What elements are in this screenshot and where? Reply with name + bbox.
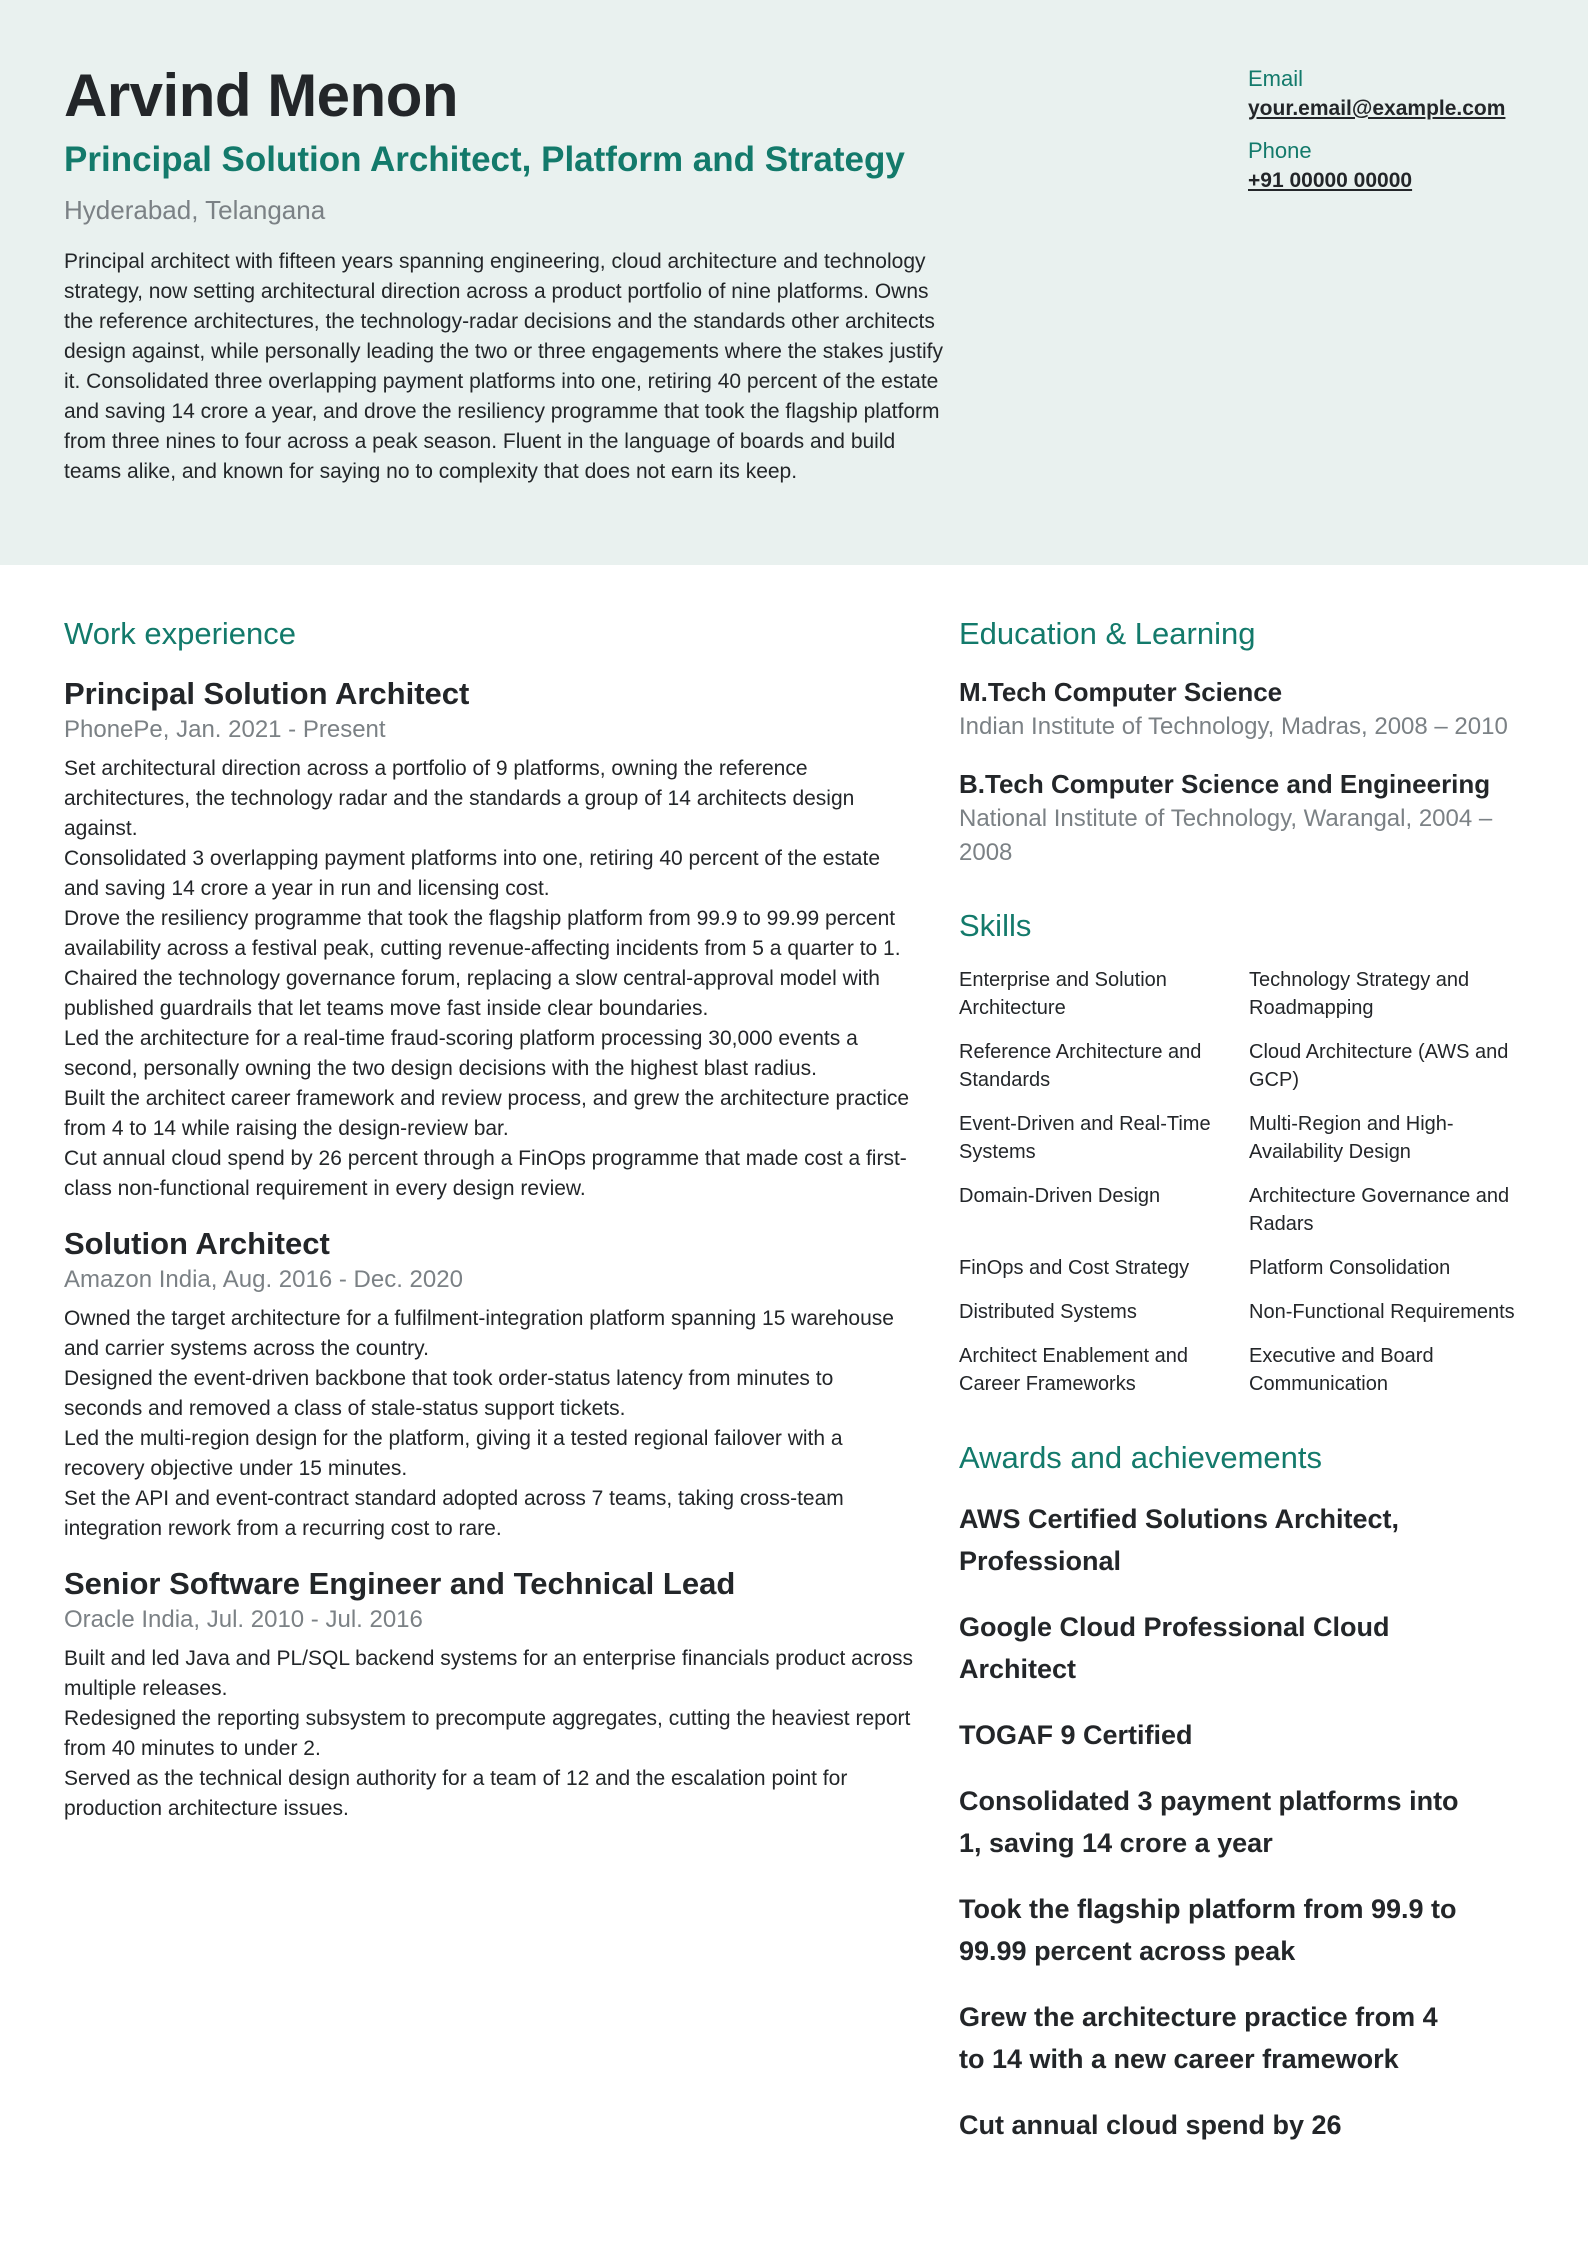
awards-heading: Awards and achievements bbox=[959, 1440, 1323, 1475]
job-entry bbox=[64, 1224, 914, 1544]
award-item: Took the flagship platform from 99.9 to 99.99 percent across peak bbox=[959, 1894, 1457, 1966]
phone-link[interactable]: +91 00000 00000 bbox=[1248, 169, 1413, 192]
education-school: Indian Institute of Technology, Madras, 2008 – 2010 bbox=[959, 713, 1508, 740]
skill-item: Non-Functional Requirements bbox=[1249, 1301, 1515, 1323]
award-item: Grew the architecture practice from 4 to 14 with a new career framework bbox=[959, 2002, 1438, 2074]
header-band bbox=[0, 0, 1588, 565]
award-item: Google Cloud Professional Cloud Architect bbox=[959, 1612, 1390, 1684]
skill-item: Platform Consolidation bbox=[1249, 1257, 1451, 1279]
skill-item: Architect Enablement and Career Frameworks bbox=[959, 1345, 1189, 1395]
candidate-role: Principal Solution Architect, Platform and Strategy bbox=[64, 140, 905, 179]
job-bullet: Served as the technical design authority for a team of 12 and the escalation point for production architecture issues. bbox=[64, 1767, 848, 1820]
job-entry bbox=[64, 674, 914, 1204]
work-experience-heading: Work experience bbox=[64, 616, 297, 651]
skill-item: FinOps and Cost Strategy bbox=[959, 1257, 1190, 1279]
education-heading: Education & Learning bbox=[959, 616, 1256, 651]
job-bullet: Chaired the technology governance forum, replacing a slow central-approval model with published guardrails that let teams move fast inside clear boundaries. bbox=[64, 967, 880, 1020]
skill-item: Distributed Systems bbox=[959, 1301, 1137, 1323]
job-bullet: Set the API and event-contract standard adopted across 7 teams, taking cross-team integration rework from a recurring cost to rare. bbox=[64, 1487, 844, 1540]
job-bullet: Drove the resiliency programme that took the flagship platform from 99.9 to 99.99 percent availability across a festival peak, cutting revenue-affecting incidents from 5 a quarter to 1. bbox=[64, 907, 901, 960]
job-meta: Oracle India, Jul. 2010 - Jul. 2016 bbox=[64, 1606, 423, 1633]
phone-block bbox=[1248, 136, 1568, 196]
skills-heading: Skills bbox=[959, 908, 1032, 943]
skill-item: Reference Architecture and Standards bbox=[959, 1041, 1202, 1091]
job-bullet: Built and led Java and PL/SQL backend systems for an enterprise financials product across multiple releases. bbox=[64, 1647, 914, 1700]
skill-item: Executive and Board Communication bbox=[1249, 1345, 1434, 1395]
skill-item: Event-Driven and Real-Time Systems bbox=[959, 1113, 1211, 1163]
candidate-name: Arvind Menon bbox=[64, 62, 458, 129]
email-label: Email bbox=[1248, 66, 1304, 91]
skill-item: Multi-Region and High-Availability Design bbox=[1249, 1113, 1454, 1163]
skill-item: Enterprise and Solution Architecture bbox=[959, 969, 1167, 1019]
job-bullet: Led the architecture for a real-time fraud-scoring platform processing 30,000 events a second, personally owning the two design decisions with the highest blast radius. bbox=[64, 1027, 858, 1080]
job-bullet: Led the multi-region design for the platform, giving it a tested regional failover with a recovery objective under 15 minutes. bbox=[64, 1427, 843, 1480]
email-link[interactable]: your.email@example.com bbox=[1248, 97, 1506, 120]
skill-item: Cloud Architecture (AWS and GCP) bbox=[1249, 1041, 1509, 1091]
education-degree: B.Tech Computer Science and Engineering bbox=[959, 769, 1491, 799]
job-bullet: Designed the event-driven backbone that took order-status latency from minutes to seconds and removed a class of stale-status support tickets. bbox=[64, 1367, 834, 1420]
job-bullet: Set architectural direction across a portfolio of 9 platforms, owning the reference architectures, the technology radar and the standards a group of 14 architects design against. bbox=[64, 757, 855, 840]
phone-label: Phone bbox=[1248, 138, 1312, 163]
skills-grid bbox=[959, 966, 1539, 1398]
education-degree: M.Tech Computer Science bbox=[959, 677, 1283, 707]
award-item: Cut annual cloud spend by 26 bbox=[959, 2110, 1342, 2140]
job-title: Solution Architect bbox=[64, 1226, 330, 1261]
job-meta: Amazon India, Aug. 2016 - Dec. 2020 bbox=[64, 1266, 463, 1293]
email-block bbox=[1248, 64, 1568, 124]
right-column bbox=[959, 612, 1539, 2170]
job-bullet: Cut annual cloud spend by 26 percent through a FinOps programme that made cost a first-class non-functional requirement in every design review. bbox=[64, 1147, 907, 1200]
job-bullets bbox=[64, 1644, 914, 1824]
skill-item: Technology Strategy and Roadmapping bbox=[1249, 969, 1470, 1019]
skill-item: Architecture Governance and Radars bbox=[1249, 1185, 1510, 1235]
education-school: National Institute of Technology, Warangal, 2004 – 2008 bbox=[959, 805, 1493, 866]
profile-summary: Principal architect with fifteen years spanning engineering, cloud architecture and technology strategy, now setting architectural direction across a product portfolio of nine platforms. Owns the reference architectures, the technology-radar decisions and the standards other architects design against, while personally leading the two or three engagements where the stakes justify it. Consolidated three overlapping payment platforms into one, retiring 40 percent of the estate and saving 14 crore a year, and drove the resiliency programme that took the flagship platform from three nines to four across a peak season. Fluent in the language of boards and build teams alike, and known for saying no to complexity that does not earn its keep. bbox=[64, 250, 944, 483]
education-entry bbox=[959, 766, 1539, 870]
job-bullets bbox=[64, 754, 914, 1204]
job-title: Principal Solution Architect bbox=[64, 676, 470, 711]
job-bullet: Consolidated 3 overlapping payment platforms into one, retiring 40 percent of the estate and saving 14 crore a year in run and licensing cost. bbox=[64, 847, 880, 900]
job-bullet: Owned the target architecture for a fulfilment-integration platform spanning 15 warehouse and carrier systems across the country. bbox=[64, 1307, 894, 1360]
left-column bbox=[64, 612, 914, 1844]
job-bullets bbox=[64, 1304, 914, 1544]
candidate-location: Hyderabad, Telangana bbox=[64, 195, 326, 225]
contact-block bbox=[1248, 64, 1568, 208]
award-item: AWS Certified Solutions Architect, Professional bbox=[959, 1504, 1400, 1576]
award-item: Consolidated 3 payment platforms into 1, saving 14 crore a year bbox=[959, 1786, 1459, 1858]
job-meta: PhonePe, Jan. 2021 - Present bbox=[64, 716, 386, 743]
skill-item: Domain-Driven Design bbox=[959, 1185, 1161, 1207]
job-bullet: Built the architect career framework and review process, and grew the architecture practice from 4 to 14 while raising the design-review bar. bbox=[64, 1087, 910, 1140]
job-entry bbox=[64, 1564, 914, 1824]
education-entry bbox=[959, 674, 1539, 744]
job-title: Senior Software Engineer and Technical Lead bbox=[64, 1566, 736, 1601]
award-item: TOGAF 9 Certified bbox=[959, 1720, 1193, 1750]
job-bullet: Redesigned the reporting subsystem to precompute aggregates, cutting the heaviest report from 40 minutes to under 2. bbox=[64, 1707, 911, 1760]
